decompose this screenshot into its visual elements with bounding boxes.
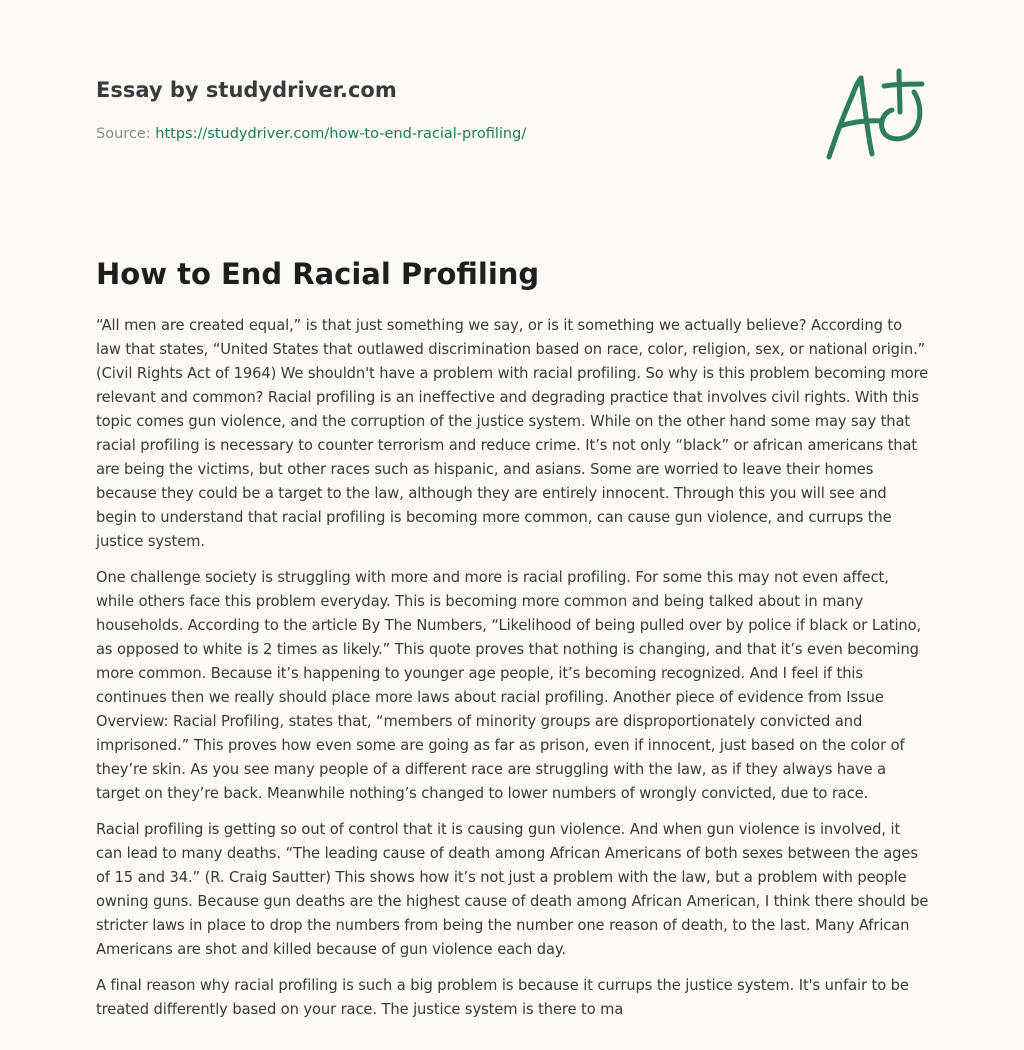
a-plus-logo-icon bbox=[822, 66, 928, 164]
essay-header bbox=[96, 76, 796, 144]
essay-title: How to End Racial Profiling bbox=[96, 257, 540, 291]
essay-paragraph: “All men are created equal,” is that just something we say, or is it something we actually believe? According to law that states, “United States that outlawed discrimination based on race, color, religion, sex, or national origin.” (Civil Rights Act of 1964) We shouldn't have a problem with racial profiling. So why is this problem becoming more relevant and common? Racial profiling is an ineffective and degrading practice that involves civil rights. With this topic comes gun violence, and the corruption of the justice system. While on the other hand some may say that racial profiling is necessary to counter terrorism and reduce crime. It’s not only “black” or african americans that are being the victims, but other races such as hispanic, and asians. Some are worried to leave their homes because they could be a target to the law, although they are entirely innocent. Through this you will see and begin to understand that racial profiling is becoming more common, can cause gun violence, and currups the justice system. bbox=[96, 317, 929, 550]
essay-paragraph: Racial profiling is getting so out of control that it is causing gun violence. And when gun violence is involved, it can lead to many deaths. “The leading cause of death among African Americans of both sexes between the ages of 15 and 34.” (R. Craig Sautter) This shows how it’s not just a problem with the law, but a problem with people owning guns. Because gun deaths are the highest cause of death among African American, I think there should be stricter laws in place to drop the numbers from being the number one reason of death, to the last. Many African Americans are shot and killed because of gun violence each day. bbox=[96, 821, 929, 958]
source-line bbox=[96, 124, 796, 144]
essay-paragraph: One challenge society is struggling with more and more is racial profiling. For some this may not even affect, while others face this problem everyday. This is becoming more common and being talked about in many households. According to the article By The Numbers, “Likelihood of being pulled over by police if black or Latino, as opposed to white is 2 times as likely.” This quote proves that nothing is changing, and that it’s even becoming more common. Because it’s happening to younger age people, it’s becoming recognized. And I feel if this continues then we really should place more laws about racial profiling. Another piece of evidence from Issue Overview: Racial Profiling, states that, “members of minority groups are disproportionately convicted and imprisoned.” This proves how even some are going as far as prison, even if innocent, just based on the color of they’re skin. As you see many people of a different race are struggling with the law, as if they always have a target on they’re back. Meanwhile nothing’s changed to lower numbers of wrongly convicted, due to race. bbox=[96, 569, 922, 802]
brand-title: Essay by studydriver.com bbox=[96, 78, 397, 102]
essay-paragraph: A final reason why racial profiling is such a big problem is because it currups the justice system. It's unfair to be treated differently based on your race. The justice system is there to ma bbox=[96, 977, 909, 1018]
source-link[interactable]: https://studydriver.com/how-to-end-racial-profiling/ bbox=[155, 126, 527, 142]
source-label: Source: bbox=[96, 126, 151, 142]
essay-body bbox=[96, 314, 930, 1034]
